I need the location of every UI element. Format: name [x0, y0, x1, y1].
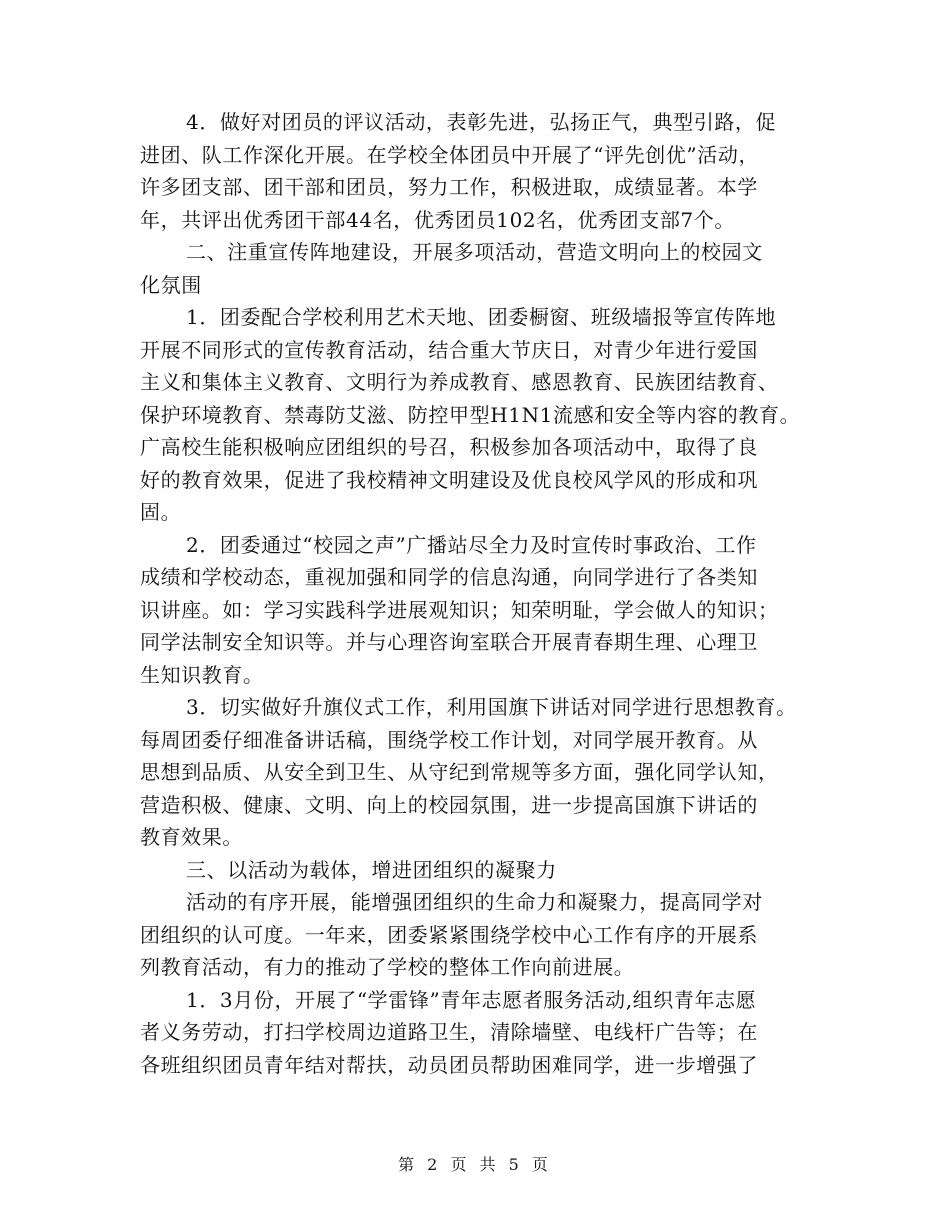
paragraph-line: 每周团委仔细准备讲话稿，围绕学校工作计划，对同学展开教育。从 [140, 727, 758, 752]
paragraph-line: 年，共评出优秀团干部44名，优秀团员102名，优秀团支部7个。 [140, 207, 735, 232]
section-heading-line: 化氛围 [140, 272, 202, 297]
paragraph-line: 教育效果。 [140, 825, 243, 849]
paragraph-line: 同学法制安全知识等。并与心理咨询室联合开展青春期生理、心理卫 [140, 630, 758, 654]
paragraph-line: 生知识教育。 [140, 662, 264, 687]
paragraph-line: 好的教育效果，促进了我校精神文明建设及优良校风学风的形成和巩 [140, 467, 758, 492]
paragraph-line: 营造积极、健康、文明、向上的校园氛围，进一步提高国旗下讲话的 [140, 792, 758, 817]
paragraph-line: 3．切实做好升旗仪式工作，利用国旗下讲话对同学进行思想教育。 [186, 695, 797, 719]
page-number-footer: 第 2 页 共 5 页 [398, 1155, 552, 1174]
paragraph-line: 者义务劳动，打扫学校周边道路卫生，清除墙壁、电线杆广告等；在 [140, 1020, 758, 1044]
paragraph-line: 2．团委通过“校园之声”广播站尽全力及时宣传时事政治、工作 [186, 532, 757, 557]
paragraph-line: 列教育活动，有力的推动了学校的整体工作向前进展。 [140, 955, 635, 979]
paragraph-line: 许多团支部、团干部和团员，努力工作，积极进取，成绩显著。本学 [140, 175, 758, 199]
paragraph-line: 4．做好对团员的评议活动，表彰先进，弘扬正气，典型引路，促 [186, 110, 777, 134]
paragraph-line: 思想到品质、从安全到卫生、从守纪到常规等多方面，强化同学认知， [140, 760, 779, 784]
paragraph-line: 开展不同形式的宣传教育活动，结合重大节庆日，对青少年进行爱国 [140, 337, 758, 362]
paragraph-line: 主义和集体主义教育、文明行为养成教育、感恩教育、民族团结教育、 [140, 370, 779, 394]
paragraph-line: 1．团委配合学校利用艺术天地、团委橱窗、班级墙报等宣传阵地 [186, 305, 777, 329]
document-body [140, 106, 840, 1081]
paragraph-line: 识讲座。如：学习实践科学进展观知识；知荣明耻，学会做人的知识； [140, 597, 779, 622]
paragraph-line: 成绩和学校动态，重视加强和同学的信息沟通，向同学进行了各类知 [140, 565, 758, 589]
paragraph-line: 团组织的认可度。一年来，团委紧紧围绕学校中心工作有序的开展系 [140, 922, 758, 947]
paragraph-line: 广高校生能积极响应团组织的号召，积极参加各项活动中，取得了良 [140, 435, 758, 459]
paragraph-line: 保护环境教育、禁毒防艾滋、防控甲型H1N1流感和安全等内容的教育。 [140, 402, 801, 427]
paragraph-line: 进团、队工作深化开展。在学校全体团员中开展了“评先创优”活动， [140, 142, 760, 167]
paragraph-line: 各班组织团员青年结对帮扶，动员团员帮助困难同学，进一步增强了 [140, 1052, 758, 1077]
paragraph-line: 1．3月份，开展了“学雷锋”青年志愿者服务活动,组织青年志愿 [186, 987, 757, 1012]
section-heading-line: 三、以活动为载体，增进团组织的凝聚力 [186, 857, 557, 882]
paragraph-line: 活动的有序开展，能增强团组织的生命力和凝聚力，提高同学对 [186, 890, 763, 914]
paragraph-line: 固。 [140, 500, 182, 524]
section-heading-line: 二、注重宣传阵地建设，开展多项活动，营造文明向上的校园文 [186, 240, 763, 264]
